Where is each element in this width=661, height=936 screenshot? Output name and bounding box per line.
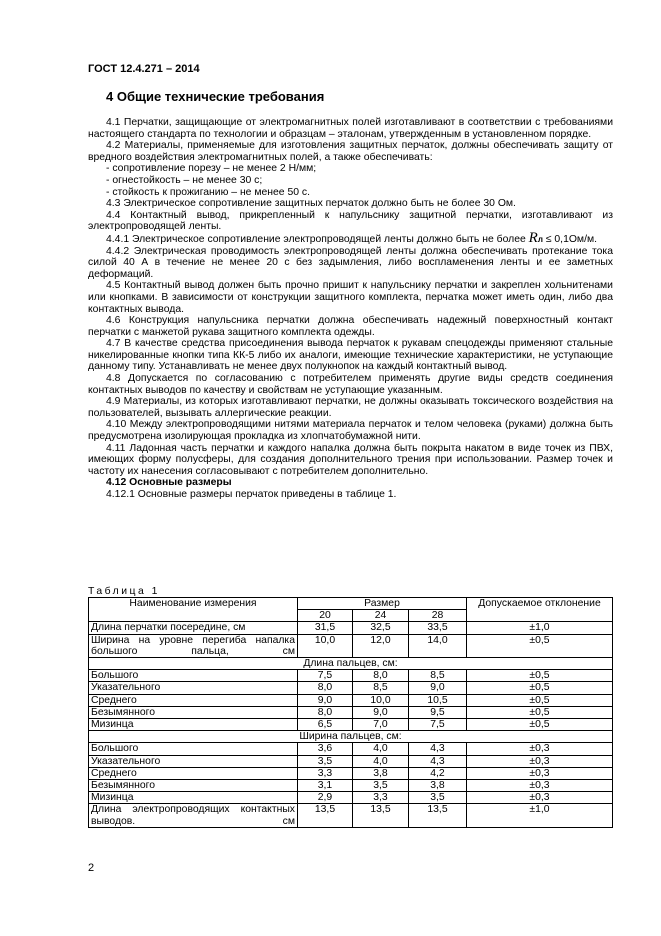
header-name: Наименование измерения [89,598,298,622]
table-row [89,634,613,657]
paragraph: 4.8 Допускается по согласованию с потребителем применять другие виды средств соединения контактных выводов по качеству и свойствам не уступающие указанным. [88,373,613,396]
table-row [89,755,613,767]
paragraph: 4.12.1 Основные размеры перчаток приведены в таблице 1. [106,489,397,500]
row-value: 9,5 [409,706,467,718]
row-value: 8,0 [298,706,353,718]
table-row [89,706,613,718]
row-value: 3,8 [409,780,467,792]
row-value: 7,0 [353,719,409,731]
table-row [89,719,613,731]
paragraph: 4.6 Конструкция напульсника перчатки должна обеспечивать надежный поверхностный контакт перчатки с манжетой рукава защитного комплекта одежды. [88,315,613,338]
paragraph: - стойкость к прожиганию – не менее 50 с. [106,186,310,198]
table-row [89,767,613,779]
row-name: Указательного [89,755,298,767]
row-value: 8,5 [409,670,467,682]
table-row [89,670,613,682]
row-value: 8,0 [353,670,409,682]
row-value: 4,3 [409,755,467,767]
document-header: ГОСТ 12.4.271 – 2014 [88,63,200,75]
paragraph: 4.10 Между электропроводящими нитями материала перчаток и телом человека (руками) должна быть предусмотрена изолирующая прокладка из хлопчатобумажной нити. [88,419,613,443]
row-name: Указательного [89,682,298,694]
row-tolerance: ±0,5 [467,634,613,657]
row-name: Большого [89,743,298,755]
paragraph: - огнестойкость – не менее 30 с; [106,174,263,186]
row-tolerance: ±0,5 [467,682,613,694]
row-name: Среднего [89,767,298,779]
paragraph: 4.4 Контактный вывод, прикрепленный к напульснику защитной перчатки, изготавливают из электропроводящей ленты. [88,209,613,233]
table-group-row [89,731,613,743]
table-row [89,780,613,792]
table-header-row [89,598,613,610]
row-value: 3,5 [409,792,467,804]
row-value: 2,9 [298,792,353,804]
row-name: Длина электропроводящих контактных выводов. см [89,804,298,827]
row-value: 4,0 [353,743,409,755]
row-tolerance: ±0,5 [467,670,613,682]
paragraph-4-4-1: 4.4.1 Электрическое сопротивление электропроводящей ленты должно быть не более Rл ≤ 0,1Ом/м. [106,229,597,246]
row-value: 8,5 [353,682,409,694]
row-value: 32,5 [353,622,409,634]
section-heading: 4 Общие технические требования [106,89,325,104]
row-value: 10,0 [298,634,353,657]
row-value: 6,5 [298,719,353,731]
paragraph: 4.3 Электрическое сопротивление защитных перчаток должно быть не более 30 Ом. [106,198,516,210]
row-value: 7,5 [409,719,467,731]
table-group-row [89,658,613,670]
row-value: 3,5 [353,780,409,792]
table-row [89,792,613,804]
paragraph: 4.5 Контактный вывод должен быть прочно пришит к напульснику перчатки и закреплен хольнитенами или кнопками. В зависимости от конструкции защитного комплекта, перчатка может иметь один, либо два контактных вывода. [88,280,613,315]
row-tolerance: ±0,5 [467,719,613,731]
row-value: 14,0 [409,634,467,657]
paragraph: 4.1 Перчатки, защищающие от электромагнитных полей изготавливают в соответствии с требованиями настоящего стандарта по технологии и образцам – эталонам, утвержденным в установленном порядке. [88,117,613,140]
row-name: Безымянного [89,780,298,792]
row-value: 9,0 [298,694,353,706]
table-row [89,694,613,706]
paragraph: 4.7 В качестве средства присоединения вывода перчаток к рукавам спецодежды применяют стальные никелированные кнопки типа КК-5 либо их аналоги, имеющие технические характеристики, не уступающие данному типу. Устанавливать не менее двух полукнопок на каждый контактный вывод. [88,338,613,373]
row-name: Большого [89,670,298,682]
row-value: 3,8 [353,767,409,779]
row-value: 31,5 [298,622,353,634]
row-value: 4,3 [409,743,467,755]
dimensions-table [88,597,613,828]
row-value: 13,5 [409,804,467,827]
paragraph: 4.11 Ладонная часть перчатки и каждого напалка должна быть покрыта накатом в виде точек из ПВХ, имеющих форму полусферы, для создания дополнительного трения при использовании. Размер точек и частоту их нанесения согласовывают с потребителем дополнительно. [88,442,613,477]
row-tolerance: ±1,0 [467,804,613,827]
row-value: 10,5 [409,694,467,706]
row-name: Мизинца [89,792,298,804]
row-tolerance: ±0,3 [467,792,613,804]
row-name: Мизинца [89,719,298,731]
header-size: Размер [298,598,467,610]
row-value: 8,0 [298,682,353,694]
group-label: Длина пальцев, см: [89,658,613,670]
size-20: 20 [298,610,353,622]
row-value: 13,5 [353,804,409,827]
paragraph: - сопротивление порезу – не менее 2 Н/мм; [106,163,317,175]
row-tolerance: ±0,5 [467,706,613,718]
table-row [89,743,613,755]
row-name: Среднего [89,694,298,706]
page-number: 2 [88,862,95,874]
row-name: Безымянного [89,706,298,718]
row-value: 3,3 [298,767,353,779]
row-tolerance: ±1,0 [467,622,613,634]
row-tolerance: ±0,3 [467,780,613,792]
size-24: 24 [353,610,409,622]
row-value: 9,0 [409,682,467,694]
paragraph: 4.2 Материалы, применяемые для изготовления защитных перчаток, должны обеспечивать защиту от вредного воздействия электромагнитных полей, а также обеспечивать: [88,140,613,163]
paragraph: 4.4.2 Электрическая проводимость электропроводящей ленты должна обеспечивать протекание тока силой 40 А в течение не менее 20 с без задымления, либо воспламенения ленты и ее заметных деформаций. [88,245,613,280]
table-caption: Таблица 1 [88,586,160,597]
row-value: 4,2 [409,767,467,779]
row-tolerance: ±0,3 [467,743,613,755]
row-value: 10,0 [353,694,409,706]
group-label: Ширина пальцев, см: [89,731,613,743]
row-value: 9,0 [353,706,409,718]
row-value: 33,5 [409,622,467,634]
row-value: 12,0 [353,634,409,657]
row-tolerance: ±0,3 [467,767,613,779]
size-28: 28 [409,610,467,622]
header-tolerance: Допускаемое отклонение [467,598,613,622]
table-row [89,804,613,827]
row-value: 3,6 [298,743,353,755]
row-value: 7,5 [298,670,353,682]
table-row [89,682,613,694]
subsection-heading: 4.12 Основные размеры [106,477,232,489]
row-value: 3,5 [298,755,353,767]
row-name: Длина перчатки посередине, см [89,622,298,634]
row-value: 13,5 [298,804,353,827]
document-body [88,117,613,501]
row-value: 3,3 [353,792,409,804]
row-value: 3,1 [298,780,353,792]
row-name: Ширина на уровне перегиба напалка большого пальца, см [89,634,298,657]
paragraph: 4.9 Материалы, из которых изготавливают перчатки, не должны оказывать токсического воздействия на пользователей, вызывать аллергические реакции. [88,396,613,419]
row-tolerance: ±0,5 [467,694,613,706]
row-value: 4,0 [353,755,409,767]
table-row [89,622,613,634]
row-tolerance: ±0,3 [467,755,613,767]
